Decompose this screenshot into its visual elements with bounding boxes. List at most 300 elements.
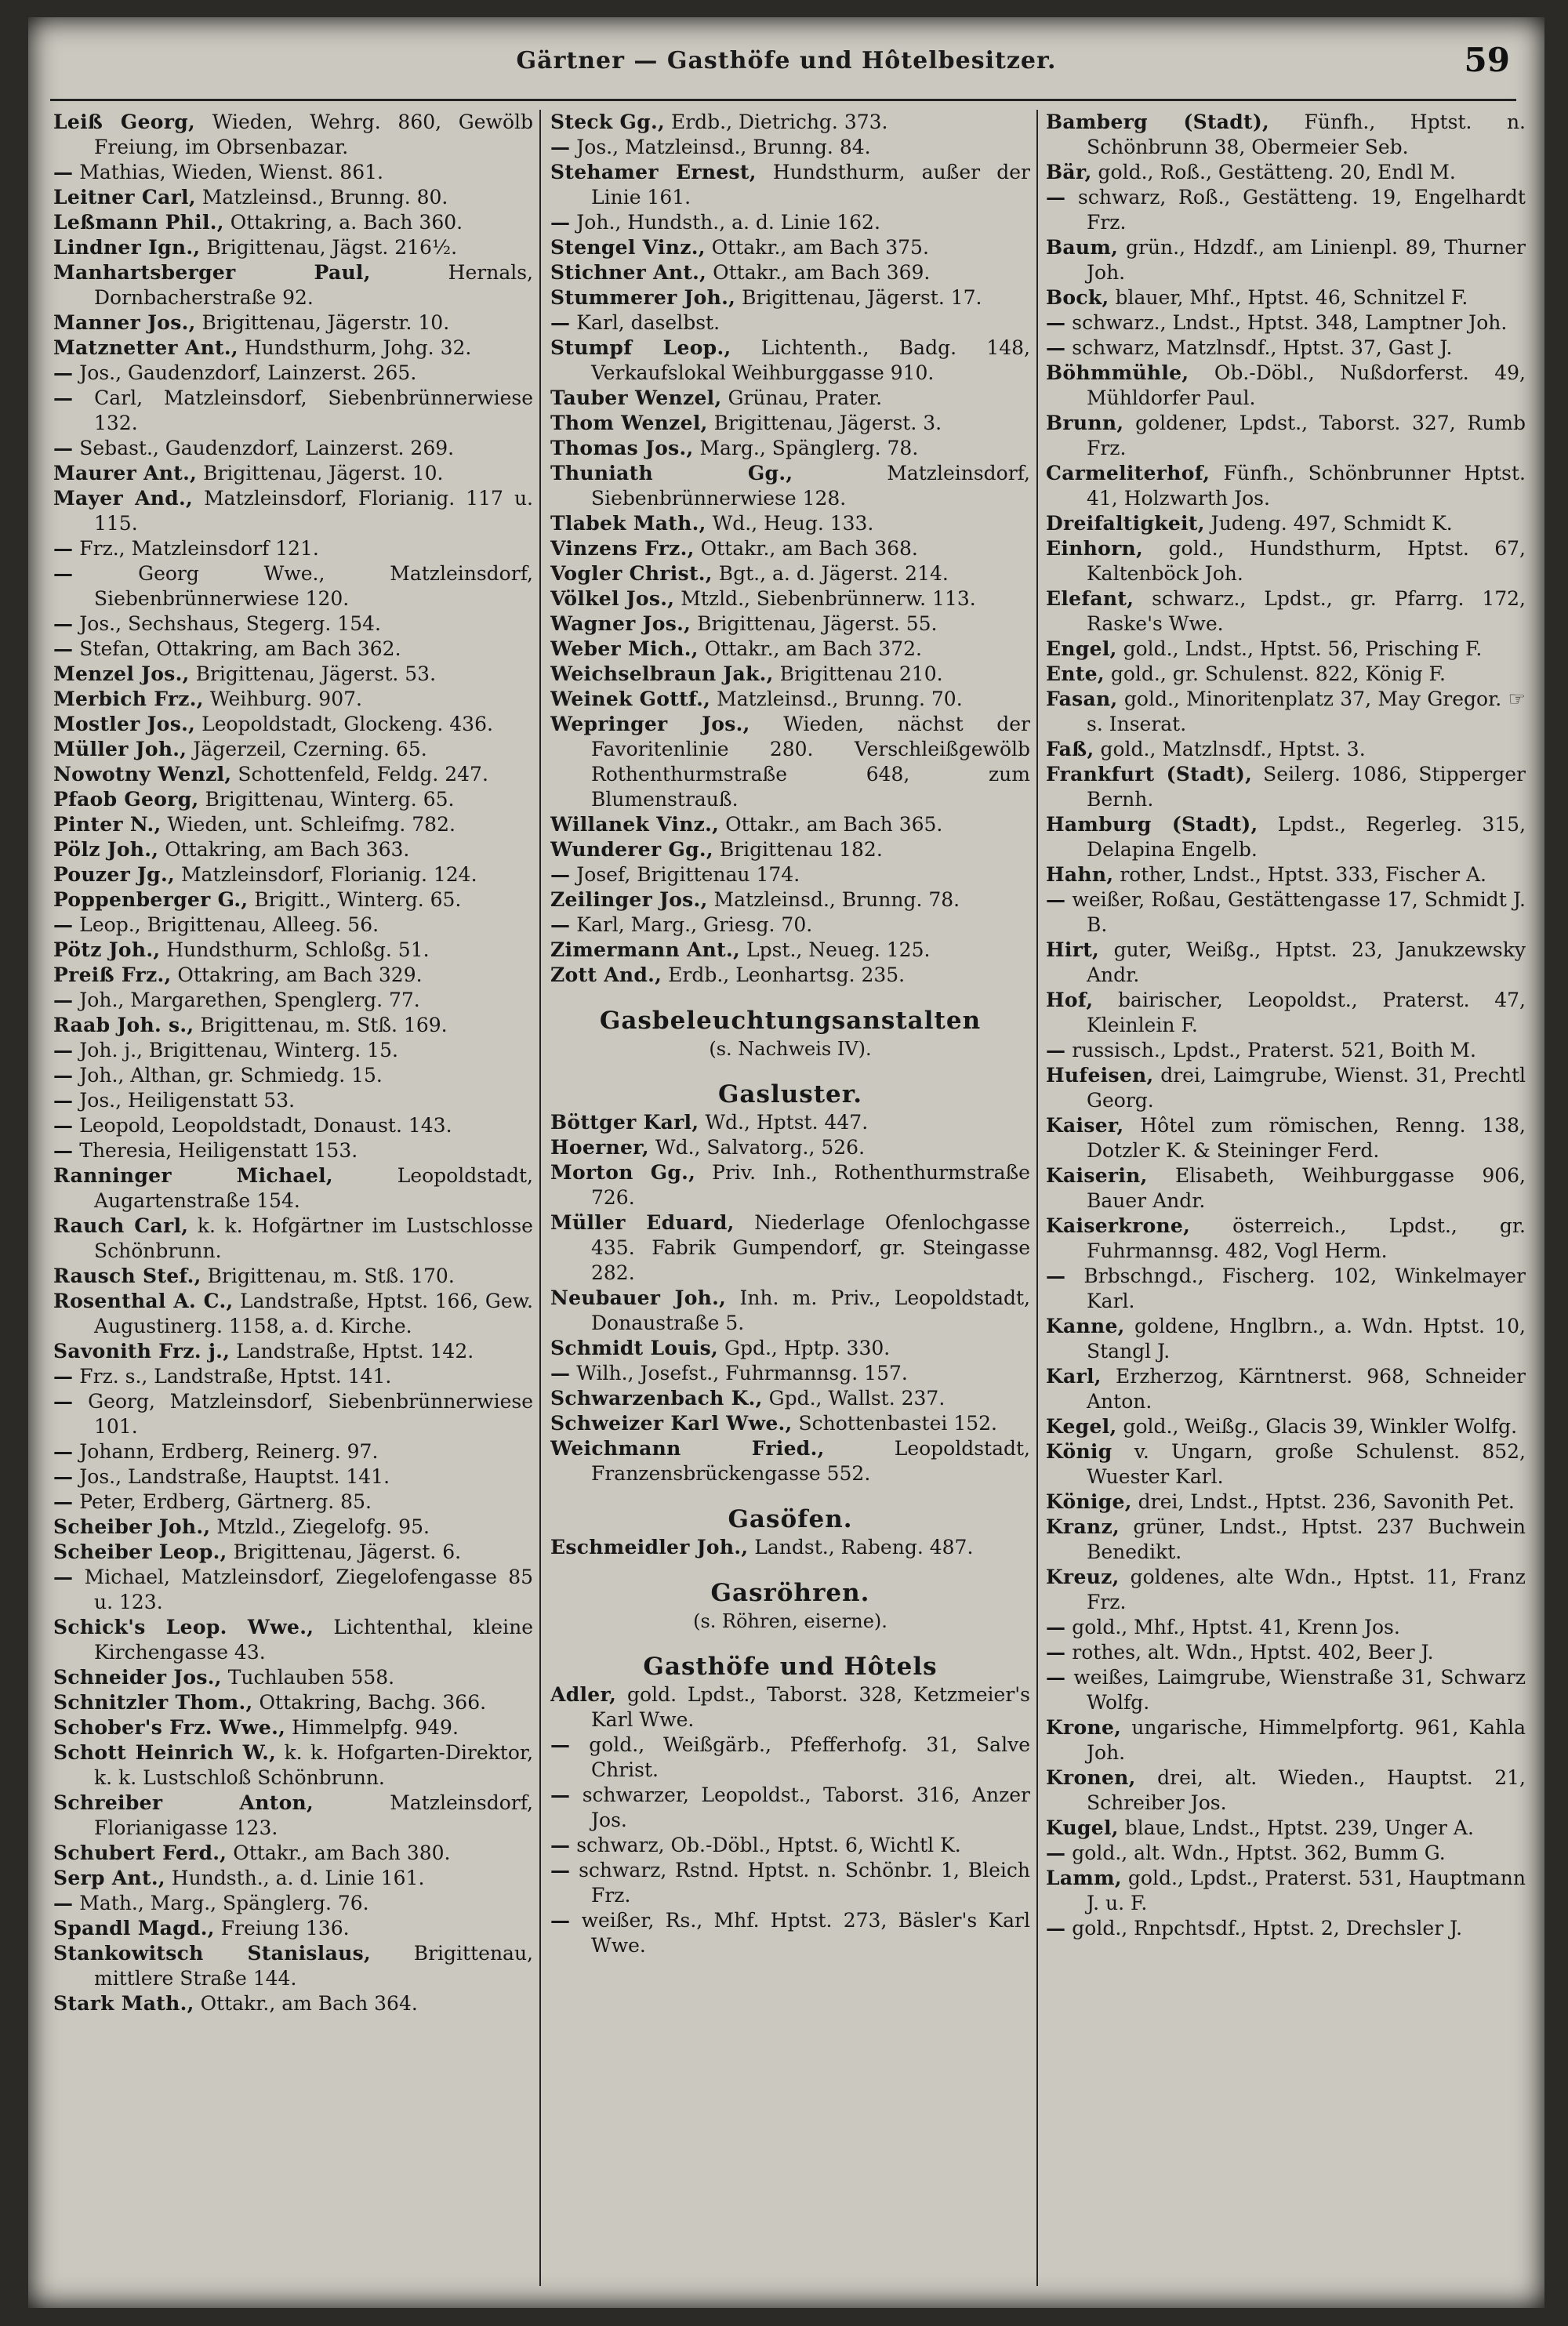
entry-text: k. k. Hofgärtner im Lustschlosse Schönbrunn.: [94, 1214, 533, 1262]
entry-name: —: [1046, 1917, 1066, 1940]
entry-name: —: [1046, 1265, 1066, 1287]
column-divider: [1036, 110, 1038, 2286]
entry-name: Schwarzenbach K.,: [550, 1387, 763, 1410]
entry-name: Kaiser,: [1046, 1114, 1124, 1137]
entry-name: Leiß Georg,: [53, 111, 196, 133]
entry-name: Vogler Christ.,: [550, 562, 713, 585]
entry-name: —: [550, 1859, 571, 1881]
entry-name: Baum,: [1046, 236, 1119, 259]
entry-text: schwarz, Matzlnsdf., Hptst. 37, Gast J.: [1072, 336, 1453, 359]
entry-text: grüner, Lndst., Hptst. 237 Buchwein Benedikt.: [1087, 1515, 1526, 1563]
directory-entry: [53, 1389, 533, 1439]
directory-entry: [1046, 1364, 1526, 1414]
entry-name: Matznetter Ant.,: [53, 336, 238, 359]
entry-text: Joh. j., Brigittenau, Winterg. 15.: [79, 1039, 398, 1061]
entry-text: Landst., Rabeng. 487.: [754, 1536, 974, 1559]
entry-name: —: [53, 1089, 74, 1112]
entry-text: Fünfh., Schönbrunner Hptst. 41, Holzwarth Jos.: [1087, 462, 1526, 510]
entry-text: Jos., Landstraße, Hauptst. 141.: [79, 1465, 390, 1488]
page-number: 59: [1464, 41, 1510, 79]
entry-name: Stichner Ant.,: [550, 261, 707, 284]
entry-text: Matzleinsdorf, Siebenbrünnerwiese 128.: [591, 462, 1030, 510]
entry-text: Landstraße, Hptst. 166, Gew. Augustinerg. 1158, a. d. Kirche.: [94, 1290, 533, 1337]
entry-text: Ottakr., am Bach 369.: [713, 261, 931, 284]
entry-name: Weinek Gottf.,: [550, 688, 711, 710]
directory-entry: [53, 637, 533, 662]
entry-name: —: [1046, 1842, 1066, 1864]
entry-text: gold., Weißgärb., Pfefferhofg. 31, Salve Christ.: [589, 1733, 1030, 1781]
directory-entry: [53, 837, 533, 862]
entry-text: Peter, Erdberg, Gärtnerg. 85.: [79, 1490, 372, 1513]
entry-text: drei, alt. Wieden., Hauptst. 21, Schreiber Jos.: [1087, 1766, 1526, 1814]
directory-entry: [53, 1740, 533, 1791]
entry-name: Hoerner,: [550, 1136, 649, 1159]
directory-entry: [53, 862, 533, 887]
entry-name: Kegel,: [1046, 1415, 1117, 1438]
directory-entry: [1046, 1515, 1526, 1565]
entry-text: goldener, Lpdst., Taborst. 327, Rumb Frz.: [1087, 412, 1526, 459]
entry-text: schwarz, Rstnd. Hptst. n. Schönbr. 1, Bleich Frz.: [579, 1859, 1030, 1907]
directory-entry: [1046, 110, 1526, 160]
directory-entry: [53, 1941, 533, 1991]
entry-name: Schweizer Karl Wwe.,: [550, 1412, 793, 1435]
entry-name: —: [53, 537, 74, 560]
section-note: (s. Röhren, eiserne).: [693, 1610, 887, 1632]
section-heading: Gasbeleuchtungsanstalten: [599, 1007, 982, 1035]
entry-name: —: [53, 1064, 74, 1087]
directory-entry: [1046, 887, 1526, 938]
directory-entry: [53, 1565, 533, 1615]
entry-name: —: [53, 437, 74, 459]
directory-entry: [1046, 1163, 1526, 1214]
directory-entry: [53, 611, 533, 637]
entry-text: Brbschngd., Fischerg. 102, Winkelmayer Karl.: [1083, 1265, 1526, 1312]
entry-name: Adler,: [550, 1683, 617, 1706]
entry-text: Freiung 136.: [220, 1917, 350, 1940]
directory-entry: [53, 1490, 533, 1515]
entry-name: Wunderer Gg.,: [550, 838, 713, 861]
directory-entry: [1046, 1665, 1526, 1715]
directory-entry: [1046, 411, 1526, 461]
directory-entry: [550, 310, 1030, 336]
entry-text: gold., Mhf., Hptst. 41, Krenn Jos.: [1072, 1616, 1400, 1638]
entry-name: Tlabek Math.,: [550, 512, 706, 535]
entry-name: Willanek Vinz.,: [550, 813, 720, 836]
directory-entry: [1046, 511, 1526, 536]
entry-name: —: [53, 1465, 74, 1488]
entry-text: Jos., Matzleinsd., Brunng. 84.: [576, 136, 871, 158]
entry-text: Ottakr., am Bach 365.: [725, 813, 943, 836]
entry-text: drei, Lndst., Hptst. 236, Savonith Pet.: [1138, 1490, 1515, 1513]
directory-entry: [53, 1013, 533, 1038]
entry-text: Wd., Heug. 133.: [712, 512, 874, 535]
entry-text: drei, Laimgrube, Wienst. 31, Prechtl Georg.: [1087, 1064, 1526, 1112]
entry-name: —: [1046, 186, 1066, 209]
entry-name: Thom Wenzel,: [550, 412, 708, 434]
entry-name: Hufeisen,: [1046, 1064, 1154, 1087]
entry-name: Kugel,: [1046, 1816, 1119, 1839]
entry-name: Merbich Frz.,: [53, 688, 204, 710]
entry-name: Ranninger Michael,: [53, 1164, 333, 1187]
entry-text: Matzleinsdorf, Florianig. 124.: [180, 863, 477, 886]
entry-text: Marg., Spänglerg. 78.: [699, 437, 919, 459]
directory-entry: [53, 1113, 533, 1138]
entry-text: schwarz., Lndst., Hptst. 348, Lamptner Joh.: [1072, 311, 1508, 334]
entry-text: gold., Lpdst., Praterst. 531, Hauptmann J. u. F.: [1087, 1867, 1526, 1914]
entry-name: Brunn,: [1046, 412, 1124, 434]
entry-name: Vinzens Frz.,: [550, 537, 695, 560]
directory-entry: [53, 787, 533, 812]
entry-text: Brigittenau, m. Stß. 169.: [200, 1014, 448, 1036]
entry-text: Priv. Inh., Rothenthurmstraße 726.: [591, 1161, 1030, 1209]
directory-entry: [53, 1138, 533, 1163]
directory-entry: [550, 611, 1030, 637]
entry-name: Lindner Ign.,: [53, 236, 201, 259]
entry-name: —: [1046, 336, 1066, 359]
entry-text: Himmelpfg. 949.: [292, 1716, 459, 1739]
directory-entry: [1046, 862, 1526, 887]
entry-text: Mathias, Wieden, Wienst. 861.: [79, 161, 383, 183]
running-header: Gärtner — Gasthöfe und Hôtelbesitzer.: [516, 47, 1057, 74]
directory-entry: [550, 210, 1030, 235]
entry-name: —: [53, 612, 74, 635]
directory-entry: [53, 1264, 533, 1289]
directory-entry: [53, 963, 533, 988]
entry-name: Maurer Ant.,: [53, 462, 198, 484]
entry-name: —: [550, 863, 571, 886]
entry-name: Rosenthal A. C.,: [53, 1290, 234, 1312]
entry-text: Lpst., Neueg. 125.: [746, 938, 931, 961]
entry-name: Kanne,: [1046, 1315, 1125, 1337]
directory-entry: [1046, 1439, 1526, 1490]
directory-entry: [53, 1690, 533, 1715]
directory-entry: [550, 1361, 1030, 1386]
entry-text: guter, Weißg., Hptst. 23, Janukzewsky Andr.: [1087, 938, 1526, 986]
directory-entry: [550, 511, 1030, 536]
entry-text: Brigittenau, Jägerst. 17.: [742, 286, 982, 309]
entry-text: Erzherzog, Kärntnerst. 968, Schneider Anton.: [1087, 1365, 1526, 1413]
directory-entry: [1046, 1490, 1526, 1515]
entry-name: Böhmmühle,: [1046, 361, 1189, 384]
entry-text: Jos., Gaudenzdorf, Lainzerst. 265.: [79, 361, 417, 384]
entry-name: —: [1046, 1616, 1066, 1638]
directory-entry: [550, 1286, 1030, 1336]
entry-name: —: [53, 913, 74, 936]
entry-name: Kreuz,: [1046, 1566, 1120, 1588]
directory-entry: [1046, 536, 1526, 586]
directory-entry: [53, 988, 533, 1013]
entry-text: Hundsthurm, Johg. 32.: [244, 336, 472, 359]
entry-name: Lamm,: [1046, 1867, 1122, 1889]
directory-entry: [550, 1783, 1030, 1833]
entry-text: weißer, Roßau, Gestättengasse 17, Schmidt J. B.: [1072, 888, 1526, 936]
entry-text: gold., gr. Schulenst. 822, König F.: [1110, 662, 1446, 685]
entry-text: Leopoldstadt, Glockeng. 436.: [201, 713, 493, 735]
directory-entry: [550, 837, 1030, 862]
directory-entry: [53, 1439, 533, 1464]
directory-entry: [550, 561, 1030, 586]
entry-name: —: [550, 1733, 571, 1756]
directory-entry: [53, 260, 533, 310]
entry-name: Engel,: [1046, 637, 1117, 660]
directory-entry: [1046, 160, 1526, 185]
entry-name: Pouzer Jg.,: [53, 863, 175, 886]
entry-text: Inh. m. Priv., Leopoldstadt, Donaustraße 5.: [591, 1286, 1030, 1334]
entry-name: Fasan,: [1046, 688, 1118, 710]
entry-text: Wd., Hptst. 447.: [705, 1111, 869, 1134]
entry-name: Schmidt Louis,: [550, 1337, 719, 1359]
entry-text: Joh., Hundsth., a. d. Linie 162.: [576, 211, 880, 234]
directory-entry: [550, 1110, 1030, 1135]
entry-text: Brigittenau, Jägerst. 55.: [697, 612, 938, 635]
entry-text: Schottenfeld, Feldg. 247.: [238, 763, 488, 786]
entry-text: Hundsth., a. d. Linie 161.: [171, 1867, 425, 1889]
entry-name: Stummerer Joh.,: [550, 286, 736, 309]
entry-text: Erdb., Dietrichg. 373.: [670, 111, 888, 133]
entry-text: Georg Wwe., Matzleinsdorf, Siebenbrünnerwiese 120.: [94, 562, 533, 610]
directory-entry: [53, 160, 533, 185]
entry-text: Michael, Matzleinsdorf, Ziegelofengasse 85 u. 123.: [84, 1566, 533, 1613]
directory-entry: [550, 160, 1030, 210]
entry-text: Wieden, unt. Schleifmg. 782.: [167, 813, 456, 836]
directory-entry: [53, 762, 533, 787]
directory-entry: [1046, 762, 1526, 812]
directory-entry: [53, 1991, 533, 2016]
entry-name: Kaiserkrone,: [1046, 1214, 1191, 1237]
entry-name: —: [550, 1909, 571, 1932]
directory-entry: [550, 887, 1030, 913]
entry-name: Elefant,: [1046, 587, 1134, 610]
entry-name: Schober's Frz. Wwe.,: [53, 1716, 286, 1739]
entry-name: —: [53, 386, 74, 409]
entry-name: Dreifaltigkeit,: [1046, 512, 1205, 535]
entry-name: Preiß Frz.,: [53, 963, 172, 986]
entry-name: —: [53, 1114, 74, 1137]
entry-name: Thuniath Gg.,: [550, 462, 793, 484]
directory-entry: [550, 1733, 1030, 1783]
entry-text: gold., Hundsthurm, Hptst. 67, Kaltenböck Joh.: [1087, 537, 1526, 585]
directory-entry: [53, 185, 533, 210]
directory-entry: [1046, 1615, 1526, 1640]
directory-entry: [550, 461, 1030, 511]
entry-text: Stefan, Ottakring, am Bach 362.: [79, 637, 401, 660]
directory-entry: [53, 913, 533, 938]
directory-entry: [1046, 1916, 1526, 1941]
entry-name: Serp Ant.,: [53, 1867, 165, 1889]
directory-entry: [53, 1715, 533, 1740]
entry-name: Bär,: [1046, 161, 1092, 183]
entry-name: Zimermann Ant.,: [550, 938, 741, 961]
directory-entry: [53, 1063, 533, 1088]
directory-entry: [53, 662, 533, 687]
directory-entry: [53, 1163, 533, 1214]
entry-text: Ottakring, am Bach 363.: [165, 838, 410, 861]
entry-text: Joh., Margarethen, Spenglerg. 77.: [79, 989, 420, 1011]
section-heading: Gasöfen.: [728, 1505, 853, 1533]
directory-entry: [53, 536, 533, 561]
entry-name: Neubauer Joh.,: [550, 1286, 727, 1309]
directory-entry: [1046, 336, 1526, 361]
directory-entry: [550, 1160, 1030, 1210]
entry-name: —: [53, 161, 74, 183]
section-note: (s. Nachweis IV).: [709, 1038, 872, 1060]
directory-entry: [550, 336, 1030, 386]
entry-name: Bock,: [1046, 286, 1109, 309]
entry-text: Jägerzeil, Czerning. 65.: [193, 738, 427, 760]
entry-text: Ottakr., am Bach 364.: [200, 1992, 418, 2015]
directory-entry: [1046, 185, 1526, 235]
entry-name: Nowotny Wenzl,: [53, 763, 232, 786]
header-rule: [50, 99, 1516, 101]
entry-name: Hof,: [1046, 989, 1094, 1011]
entry-name: Savonith Frz. j.,: [53, 1340, 230, 1363]
directory-entry: [1046, 1414, 1526, 1439]
entry-name: Wepringer Jos.,: [550, 713, 750, 735]
directory-entry: [53, 336, 533, 361]
entry-text: Matzleinsd., Brunng. 78.: [713, 888, 960, 911]
directory-entry: [550, 586, 1030, 611]
entry-text: Jos., Heiligenstatt 53.: [79, 1089, 296, 1112]
entry-text: gold., alt. Wdn., Hptst. 362, Bumm G.: [1072, 1842, 1446, 1864]
entry-text: ungarische, Himmelpfortg. 961, Kahla Joh.: [1087, 1716, 1526, 1764]
directory-entry: [550, 1436, 1030, 1486]
directory-entry: [1046, 1816, 1526, 1841]
entry-name: —: [53, 1440, 74, 1463]
entry-text: Leopoldstadt, Franzensbrückengasse 552.: [591, 1437, 1030, 1485]
entry-name: Scheiber Leop.,: [53, 1540, 227, 1563]
directory-entry: [53, 310, 533, 336]
entry-text: k. k. Hofgarten-Direktor, k. k. Lustschloß Schönbrunn.: [94, 1741, 533, 1789]
entry-text: Frz. s., Landstraße, Hptst. 141.: [79, 1365, 392, 1388]
directory-entry: [550, 712, 1030, 812]
directory-entry: [53, 386, 533, 436]
entry-name: Weichmann Fried.,: [550, 1437, 825, 1460]
entry-text: schwarzer, Leopoldst., Taborst. 316, Anzer Jos.: [582, 1784, 1030, 1831]
entry-name: Hamburg (Stadt),: [1046, 813, 1258, 836]
directory-entry: [53, 110, 533, 160]
entry-text: Ottakr., am Bach 375.: [711, 236, 929, 259]
entry-name: Poppenberger G.,: [53, 888, 249, 911]
entry-name: —: [1046, 1666, 1066, 1689]
entry-text: v. Ungarn, große Schulenst. 852, Wuester Karl.: [1087, 1440, 1526, 1488]
entry-name: Frankfurt (Stadt),: [1046, 763, 1253, 786]
directory-entry: [53, 1464, 533, 1490]
directory-entry: [1046, 938, 1526, 988]
directory-entry: [53, 235, 533, 260]
entry-text: Theresia, Heiligenstatt 153.: [79, 1139, 358, 1162]
entry-name: Morton Gg.,: [550, 1161, 696, 1184]
directory-entry: [550, 1535, 1030, 1560]
entry-name: Scheiber Joh.,: [53, 1515, 211, 1538]
directory-entry: [53, 1615, 533, 1665]
directory-entry: [1046, 662, 1526, 687]
entry-text: Brigittenau, Jägerst. 6.: [233, 1540, 462, 1563]
entry-text: Brigitt., Winterg. 65.: [254, 888, 462, 911]
directory-entry: [550, 285, 1030, 310]
entry-name: Manner Jos.,: [53, 311, 196, 334]
entry-text: Karl, daselbst.: [576, 311, 720, 334]
entry-text: Brigittenau, Jägerst. 3.: [713, 412, 942, 434]
entry-text: Joh., Althan, gr. Schmiedg. 15.: [79, 1064, 383, 1087]
directory-entry: [53, 1891, 533, 1916]
entry-name: Schreiber Anton,: [53, 1791, 314, 1814]
entry-text: Judeng. 497, Schmidt K.: [1210, 512, 1453, 535]
directory-entry: [53, 1339, 533, 1364]
entry-text: russisch., Lpdst., Praterst. 521, Boith M.: [1072, 1039, 1476, 1061]
directory-entry: [550, 1908, 1030, 1958]
directory-entry: [550, 260, 1030, 285]
entry-text: Bgt., a. d. Jägerst. 214.: [718, 562, 949, 585]
entry-text: Leopoldstadt, Augartenstraße 154.: [94, 1164, 533, 1212]
entry-text: Landstraße, Hptst. 142.: [236, 1340, 474, 1363]
entry-name: —: [53, 1039, 74, 1061]
entry-text: goldenes, alte Wdn., Hptst. 11, Franz Frz.: [1087, 1566, 1526, 1613]
entry-name: Schneider Jos.,: [53, 1666, 222, 1689]
entry-text: Jos., Sechshaus, Stegerg. 154.: [79, 612, 381, 635]
directory-entry: [1046, 1841, 1526, 1866]
entry-name: Pfaob Georg,: [53, 788, 199, 811]
entry-name: Weber Mich.,: [550, 637, 699, 660]
entry-text: Ob.-Döbl., Nußdorferst. 49, Mühldorfer Paul.: [1087, 361, 1526, 409]
directory-entry: [1046, 361, 1526, 411]
directory-entry: [550, 411, 1030, 436]
directory-entry: [53, 1515, 533, 1540]
entry-name: Pölz Joh.,: [53, 838, 159, 861]
directory-entry: [1046, 1765, 1526, 1816]
entry-text: Lichtenth., Badg. 148, Verkaufslokal Weihburggasse 910.: [591, 336, 1030, 384]
directory-entry: [53, 938, 533, 963]
entry-text: gold., Lndst., Hptst. 56, Prisching F.: [1123, 637, 1483, 660]
entry-name: König: [1046, 1440, 1112, 1463]
column-1: [53, 110, 533, 2286]
directory-entry: [53, 461, 533, 486]
directory-entry: [550, 963, 1030, 988]
entry-text: Ottakring, Bachg. 366.: [259, 1691, 487, 1714]
entry-name: Pinter N.,: [53, 813, 162, 836]
entry-text: Brigittenau, mittlere Straße 144.: [94, 1942, 533, 1990]
entry-text: österreich., Lpdst., gr. Fuhrmannsg. 482, Vogl Herm.: [1087, 1214, 1526, 1262]
entry-name: —: [550, 913, 571, 936]
section-heading: Gasthöfe und Hôtels: [643, 1653, 938, 1681]
entry-name: Völkel Jos.,: [550, 587, 675, 610]
directory-entry: [53, 486, 533, 536]
entry-name: Steck Gg.,: [550, 111, 665, 133]
entry-name: Mostler Jos.,: [53, 713, 196, 735]
directory-entry: [53, 1665, 533, 1690]
entry-name: Leßmann Phil.,: [53, 211, 224, 234]
entry-name: Könige,: [1046, 1490, 1132, 1513]
directory-entry: [550, 662, 1030, 687]
directory-entry: [1046, 586, 1526, 637]
entry-name: Mayer And.,: [53, 487, 194, 510]
entry-text: Lichtenthal, kleine Kirchengasse 43.: [94, 1616, 533, 1664]
entry-name: Spandl Magd.,: [53, 1917, 215, 1940]
entry-text: Mtzld., Ziegelofg. 95.: [216, 1515, 430, 1538]
entry-name: Ente,: [1046, 662, 1105, 685]
entry-text: Matzleinsdorf, Florianig. 117 u. 115.: [94, 487, 533, 535]
entry-text: Seilerg. 1086, Stipperger Bernh.: [1087, 763, 1526, 811]
entry-text: Georg, Matzleinsdorf, Siebenbrünnerwiese 101.: [88, 1390, 533, 1438]
entry-text: gold., Roß., Gestätteng. 20, Endl M.: [1098, 161, 1456, 183]
directory-entry: [1046, 235, 1526, 285]
entry-text: grün., Hdzdf., am Linienpl. 89, Thurner Joh.: [1087, 236, 1526, 284]
directory-entry: [53, 1540, 533, 1565]
entry-text: Fünfh., Hptst. n. Schönbrunn 38, Obermeier Seb.: [1087, 111, 1526, 158]
directory-entry: [550, 938, 1030, 963]
entry-text: schwarz., Lpdst., gr. Pfarrg. 172, Raske's Wwe.: [1087, 587, 1526, 635]
entry-text: Hôtel zum römischen, Renng. 138, Dotzler K. & Steininger Ferd.: [1087, 1114, 1526, 1162]
directory-entry: [1046, 637, 1526, 662]
